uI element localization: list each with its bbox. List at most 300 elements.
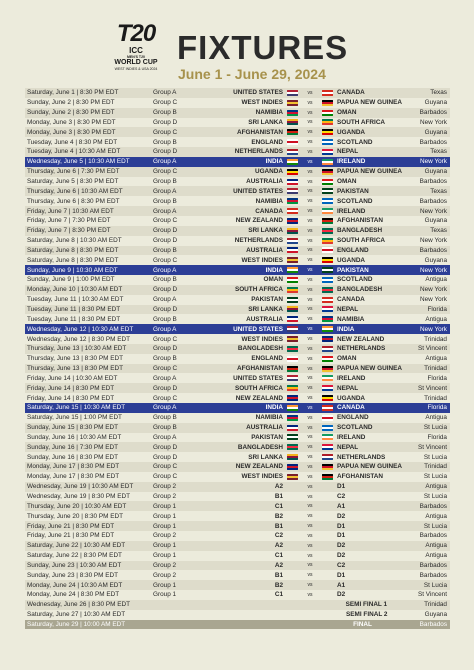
logo-world-cup-text: WORLD CUP [114, 59, 158, 66]
flag-icon [322, 119, 333, 125]
team-1-flag-icon [287, 366, 298, 372]
match-venue: Antigua [425, 315, 447, 323]
team-1-name: C1 [274, 502, 283, 510]
team-2-name: A1 [337, 502, 346, 510]
flag-icon [322, 454, 333, 460]
flag-icon [287, 139, 298, 145]
flag-icon [322, 267, 333, 273]
team-2-flag-icon [322, 159, 333, 165]
team-1-name: AUSTRALIA [246, 178, 283, 186]
team-1-name: INDIA [265, 266, 283, 274]
team-1-flag-icon [287, 267, 298, 273]
match-group: Group B [153, 246, 177, 254]
match-group: Group 2 [153, 493, 177, 501]
vs-label: vs [307, 552, 313, 559]
flag-icon [322, 228, 333, 234]
team-1-flag-icon [287, 375, 298, 381]
match-date: Thursday, June 6 | 7:30 PM EDT [27, 168, 120, 176]
team-2-flag-icon [322, 218, 333, 224]
flag-icon [287, 198, 298, 204]
team-1-flag-icon [287, 385, 298, 391]
fixture-row [25, 127, 450, 137]
match-date: Sunday, June 23 | 8:30 PM EDT [27, 571, 119, 579]
match-venue: Antigua [425, 512, 447, 520]
vs-label: vs [307, 434, 313, 441]
flag-icon [322, 474, 333, 480]
page-title: FIXTURES [177, 29, 349, 66]
match-date: Monday, June 24 | 10:30 AM EDT [27, 581, 123, 589]
fixture-row [25, 364, 450, 374]
fixture-row [25, 334, 450, 344]
match-group: Group B [153, 414, 177, 422]
flag-icon [322, 188, 333, 194]
team-1-name: PAKISTAN [251, 296, 283, 304]
flag-icon [322, 159, 333, 165]
vs-label: vs [307, 503, 313, 510]
team-2-name: ENGLAND [337, 414, 369, 422]
team-2-flag-icon [322, 434, 333, 440]
match-group: Group A [153, 404, 177, 412]
match-date: Monday, June 10 | 10:30 AM EDT [27, 286, 123, 294]
match-date: Friday, June 7 | 8:30 PM EDT [27, 227, 111, 235]
vs-label: vs [307, 454, 313, 461]
fixture-row [25, 344, 450, 354]
team-2-name: PAPUA NEW GUINEA [337, 99, 402, 107]
match-venue: St Lucia [423, 453, 447, 461]
team-2-flag-icon [322, 523, 333, 529]
vs-label: vs [307, 99, 313, 106]
match-date: Sunday, June 2 | 8:30 PM EDT [27, 109, 115, 117]
flag-icon [287, 110, 298, 116]
team-1-name: AUSTRALIA [246, 424, 283, 432]
fixture-row [25, 570, 450, 580]
match-venue: Texas [430, 148, 447, 156]
match-date: Friday, June 14 | 8:30 PM EDT [27, 384, 115, 392]
match-date: Friday, June 21 | 8:30 PM EDT [27, 532, 115, 540]
team-2-flag-icon [322, 543, 333, 549]
team-2-flag-icon [322, 100, 333, 106]
match-date: Thursday, June 13 | 8:30 PM EDT [27, 355, 124, 363]
match-group: Group C [153, 365, 178, 373]
team-1-flag-icon [287, 247, 298, 253]
match-venue: Barbados [419, 561, 447, 569]
match-group: Group C [153, 168, 178, 176]
match-group: Group A [153, 374, 177, 382]
vs-label: vs [307, 532, 313, 539]
flag-icon [287, 474, 298, 480]
match-group: Group D [153, 345, 178, 353]
team-2-name: D2 [337, 552, 346, 560]
flag-icon [322, 297, 333, 303]
match-stage: SEMI FINAL 2 [346, 611, 388, 619]
logo-icc-text: ICC [129, 46, 143, 55]
fixture-row [25, 413, 450, 423]
team-1-name: A2 [274, 561, 283, 569]
match-group: Group 1 [153, 591, 177, 599]
fixture-row [25, 275, 450, 285]
match-group: Group C [153, 463, 178, 471]
flag-icon [322, 316, 333, 322]
match-group: Group B [153, 276, 177, 284]
team-1-flag-icon [287, 139, 298, 145]
match-date: Wednesday, June 5 | 10:30 AM EDT [27, 158, 130, 166]
match-date: Thursday, June 13 | 10:30 AM EDT [27, 345, 127, 353]
flag-icon [287, 90, 298, 96]
match-venue: Trinidad [424, 463, 447, 471]
flag-icon [322, 395, 333, 401]
fixture-row [25, 423, 450, 433]
match-date: Thursday, June 13 | 8:30 PM EDT [27, 365, 124, 373]
match-group: Group C [153, 128, 178, 136]
vs-label: vs [307, 414, 313, 421]
match-venue: New York [420, 207, 447, 215]
team-1-flag-icon [287, 415, 298, 421]
team-2-name: CANADA [337, 404, 365, 412]
team-1-flag-icon [287, 326, 298, 332]
match-date: Friday, June 7 | 7:30 PM EDT [27, 217, 111, 225]
vs-label: vs [307, 188, 313, 195]
team-1-name: SOUTH AFRICA [234, 286, 283, 294]
match-date: Friday, June 14 | 8:30 PM EDT [27, 394, 115, 402]
match-group: Group D [153, 453, 178, 461]
team-2-flag-icon [322, 405, 333, 411]
team-1-name: AUSTRALIA [246, 315, 283, 323]
vs-label: vs [307, 208, 313, 215]
team-2-name: OMAN [337, 109, 357, 117]
vs-label: vs [307, 336, 313, 343]
vs-label: vs [307, 276, 313, 283]
team-1-name: WEST INDIES [241, 473, 283, 481]
fixture-row [25, 442, 450, 452]
vs-label: vs [307, 306, 313, 313]
team-1-name: C1 [274, 552, 283, 560]
team-2-flag-icon [322, 257, 333, 263]
team-1-flag-icon [287, 464, 298, 470]
fixture-row [25, 265, 450, 275]
match-group: Group B [153, 424, 177, 432]
team-1-name: A2 [274, 483, 283, 491]
team-1-name: CANADA [255, 207, 283, 215]
match-group: Group A [153, 325, 177, 333]
match-date: Sunday, June 16 | 8:30 PM EDT [27, 453, 119, 461]
fixture-row [25, 383, 450, 393]
match-group: Group C [153, 256, 178, 264]
match-date: Monday, June 17 | 8:30 PM EDT [27, 473, 120, 481]
fixture-row [25, 206, 450, 216]
match-venue: Texas [430, 89, 447, 97]
match-date: Monday, June 17 | 8:30 PM EDT [27, 463, 120, 471]
match-group: Group D [153, 305, 178, 313]
match-venue: Trinidad [424, 601, 447, 609]
flag-icon [287, 277, 298, 283]
flag-icon [322, 129, 333, 135]
match-venue: Florida [427, 433, 447, 441]
flag-icon [322, 179, 333, 185]
team-2-name: IRELAND [337, 207, 366, 215]
knockout-row [25, 620, 450, 630]
match-date: Saturday, June 22 | 8:30 PM EDT [27, 552, 122, 560]
team-1-flag-icon [287, 169, 298, 175]
team-2-name: PAKISTAN [337, 266, 369, 274]
team-2-flag-icon [322, 474, 333, 480]
team-2-flag-icon [322, 553, 333, 559]
flag-icon [322, 366, 333, 372]
flag-icon [287, 218, 298, 224]
logo-t20-text: T20 [116, 20, 156, 47]
team-1-flag-icon [287, 277, 298, 283]
team-1-name: BANGLADESH [237, 345, 283, 353]
team-1-flag-icon [287, 149, 298, 155]
vs-label: vs [307, 444, 313, 451]
team-1-name: A2 [274, 542, 283, 550]
team-1-flag-icon [287, 454, 298, 460]
match-venue: St Lucia [423, 493, 447, 501]
fixture-row [25, 236, 450, 246]
match-date: Monday, June 3 | 8:30 PM EDT [27, 118, 116, 126]
match-group: Group A [153, 207, 177, 215]
team-2-flag-icon [322, 375, 333, 381]
team-2-flag-icon [322, 336, 333, 342]
match-date: Wednesday, June 19 | 8:30 PM EDT [27, 493, 131, 501]
match-venue: Antigua [425, 276, 447, 284]
match-date: Saturday, June 15 | 1:00 PM EDT [27, 414, 122, 422]
match-date: Monday, June 3 | 8:30 PM EDT [27, 128, 116, 136]
flag-icon [287, 326, 298, 332]
knockout-row [25, 600, 450, 610]
match-venue: Florida [427, 305, 447, 313]
match-venue: Barbados [419, 197, 447, 205]
flag-icon [287, 385, 298, 391]
match-venue: Antigua [425, 355, 447, 363]
match-venue: Guyana [424, 99, 447, 107]
fixture-row [25, 452, 450, 462]
team-2-name: SCOTLAND [337, 276, 373, 284]
team-2-name: D1 [337, 571, 346, 579]
match-date: Saturday, June 1 | 8:30 PM EDT [27, 89, 119, 97]
flag-icon [287, 159, 298, 165]
team-1-name: C2 [274, 532, 283, 540]
team-1-flag-icon [287, 444, 298, 450]
fixture-row [25, 295, 450, 305]
match-date: Tuesday, June 4 | 8:30 PM EDT [27, 138, 118, 146]
team-1-flag-icon [287, 188, 298, 194]
match-group: Group 1 [153, 502, 177, 510]
team-2-name: A1 [337, 581, 346, 589]
vs-label: vs [307, 523, 313, 530]
match-group: Group D [153, 118, 178, 126]
match-group: Group D [153, 148, 178, 156]
flag-icon [287, 267, 298, 273]
team-2-name: UGANDA [337, 256, 366, 264]
team-1-flag-icon [287, 543, 298, 549]
team-1-name: B1 [274, 493, 283, 501]
team-2-name: D1 [337, 532, 346, 540]
match-venue: New York [420, 286, 447, 294]
team-2-flag-icon [322, 346, 333, 352]
match-group: Group D [153, 384, 178, 392]
vs-label: vs [307, 227, 313, 234]
match-venue: Texas [430, 227, 447, 235]
match-group: Group D [153, 286, 178, 294]
fixture-row [25, 541, 450, 551]
team-2-flag-icon [322, 287, 333, 293]
team-2-name: SCOTLAND [337, 197, 373, 205]
match-venue: Florida [427, 404, 447, 412]
team-2-flag-icon [322, 169, 333, 175]
match-date: Saturday, June 5 | 8:30 PM EDT [27, 178, 119, 186]
match-date: Friday, June 7 | 10:30 AM EDT [27, 207, 114, 215]
team-2-name: NEPAL [337, 384, 359, 392]
match-date: Saturday, June 29 | 10:00 AM EDT [27, 620, 126, 628]
team-2-name: AFGHANISTAN [337, 217, 384, 225]
team-1-name: WEST INDIES [241, 256, 283, 264]
team-1-name: UNITED STATES [233, 325, 283, 333]
team-2-name: PAKISTAN [337, 187, 369, 195]
flag-icon [322, 238, 333, 244]
vs-label: vs [307, 572, 313, 579]
team-1-flag-icon [287, 553, 298, 559]
fixture-row [25, 511, 450, 521]
team-2-name: IRELAND [337, 374, 366, 382]
team-2-flag-icon [322, 415, 333, 421]
match-stage: FINAL [353, 620, 372, 628]
fixture-row [25, 551, 450, 561]
match-group: Group 1 [153, 581, 177, 589]
match-group: Group B [153, 197, 177, 205]
vs-label: vs [307, 513, 313, 520]
match-group: Group 1 [153, 522, 177, 530]
match-group: Group D [153, 443, 178, 451]
vs-label: vs [307, 119, 313, 126]
team-1-flag-icon [287, 287, 298, 293]
match-venue: Barbados [419, 532, 447, 540]
flag-icon [322, 346, 333, 352]
team-2-flag-icon [322, 484, 333, 490]
team-2-name: BANGLADESH [337, 227, 383, 235]
flag-icon [287, 179, 298, 185]
match-group: Group 1 [153, 552, 177, 560]
team-1-flag-icon [287, 582, 298, 588]
vs-label: vs [307, 257, 313, 264]
team-2-flag-icon [322, 198, 333, 204]
flag-icon [322, 356, 333, 362]
flag-icon [322, 208, 333, 214]
match-group: Group 2 [153, 483, 177, 491]
match-group: Group A [153, 187, 177, 195]
team-1-name: B1 [274, 571, 283, 579]
match-venue: Texas [430, 187, 447, 195]
flag-icon [322, 425, 333, 431]
match-venue: New York [420, 158, 447, 166]
match-date: Wednesday, June 12 | 10:30 AM EDT [27, 325, 134, 333]
team-2-flag-icon [322, 110, 333, 116]
team-2-name: C2 [337, 561, 346, 569]
match-group: Group D [153, 227, 178, 235]
match-date: Wednesday, June 12 | 8:30 PM EDT [27, 335, 131, 343]
team-1-flag-icon [287, 405, 298, 411]
team-2-flag-icon [322, 228, 333, 234]
flag-icon [287, 316, 298, 322]
vs-label: vs [307, 582, 313, 589]
knockout-row [25, 610, 450, 620]
team-2-flag-icon [322, 247, 333, 253]
match-venue: New York [420, 118, 447, 126]
team-2-flag-icon [322, 149, 333, 155]
match-date: Wednesday, June 26 | 8:30 PM EDT [27, 601, 131, 609]
fixture-row [25, 255, 450, 265]
team-1-flag-icon [287, 306, 298, 312]
flag-icon [287, 356, 298, 362]
fixture-row [25, 108, 450, 118]
match-date: Sunday, June 9 | 10:30 AM EDT [27, 266, 118, 274]
fixture-row [25, 354, 450, 364]
team-1-name: NAMIBIA [255, 109, 283, 117]
team-2-flag-icon [322, 444, 333, 450]
fixture-row [25, 226, 450, 236]
vs-label: vs [307, 591, 313, 598]
match-venue: St Vincent [417, 591, 447, 599]
vs-label: vs [307, 198, 313, 205]
flag-icon [322, 257, 333, 263]
fixture-row [25, 561, 450, 571]
match-date: Saturday, June 8 | 8:30 PM EDT [27, 246, 119, 254]
logo-host-text: WEST INDIES & USA 2024 [114, 67, 158, 71]
fixture-row [25, 462, 450, 472]
team-1-flag-icon [287, 572, 298, 578]
team-1-name: SOUTH AFRICA [234, 384, 283, 392]
team-2-flag-icon [322, 238, 333, 244]
team-2-name: PAPUA NEW GUINEA [337, 463, 402, 471]
t20-world-cup-logo [104, 22, 168, 82]
flag-icon [287, 366, 298, 372]
match-group: Group A [153, 266, 177, 274]
flag-icon [287, 287, 298, 293]
flag-icon [287, 297, 298, 303]
flag-icon [322, 415, 333, 421]
team-2-flag-icon [322, 366, 333, 372]
team-2-name: NEW ZEALAND [337, 335, 385, 343]
vs-label: vs [307, 326, 313, 333]
flag-icon [322, 277, 333, 283]
team-2-flag-icon [322, 464, 333, 470]
match-date: Friday, June 14 | 10:30 AM EDT [27, 374, 118, 382]
flag-icon [287, 257, 298, 263]
match-date: Saturday, June 8 | 10:30 AM EDT [27, 237, 122, 245]
team-2-flag-icon [322, 582, 333, 588]
vs-label: vs [307, 237, 313, 244]
team-2-name: NETHERLANDS [337, 345, 386, 353]
fixture-row [25, 137, 450, 147]
flag-icon [287, 247, 298, 253]
fixture-row [25, 177, 450, 187]
team-2-name: INDIA [337, 325, 355, 333]
match-venue: Antigua [425, 552, 447, 560]
team-1-name: C1 [274, 591, 283, 599]
vs-label: vs [307, 365, 313, 372]
flag-icon [322, 444, 333, 450]
match-venue: Trinidad [424, 335, 447, 343]
match-date: Sunday, June 9 | 1:00 PM EDT [27, 276, 115, 284]
match-venue: St Vincent [417, 345, 447, 353]
team-2-name: CANADA [337, 89, 365, 97]
fixture-row [25, 314, 450, 324]
team-2-name: PAPUA NEW GUINEA [337, 365, 402, 373]
match-venue: New York [420, 325, 447, 333]
match-date: Saturday, June 27 | 10:30 AM EDT [27, 611, 126, 619]
team-1-name: UNITED STATES [233, 374, 283, 382]
vs-label: vs [307, 542, 313, 549]
flag-icon [287, 375, 298, 381]
